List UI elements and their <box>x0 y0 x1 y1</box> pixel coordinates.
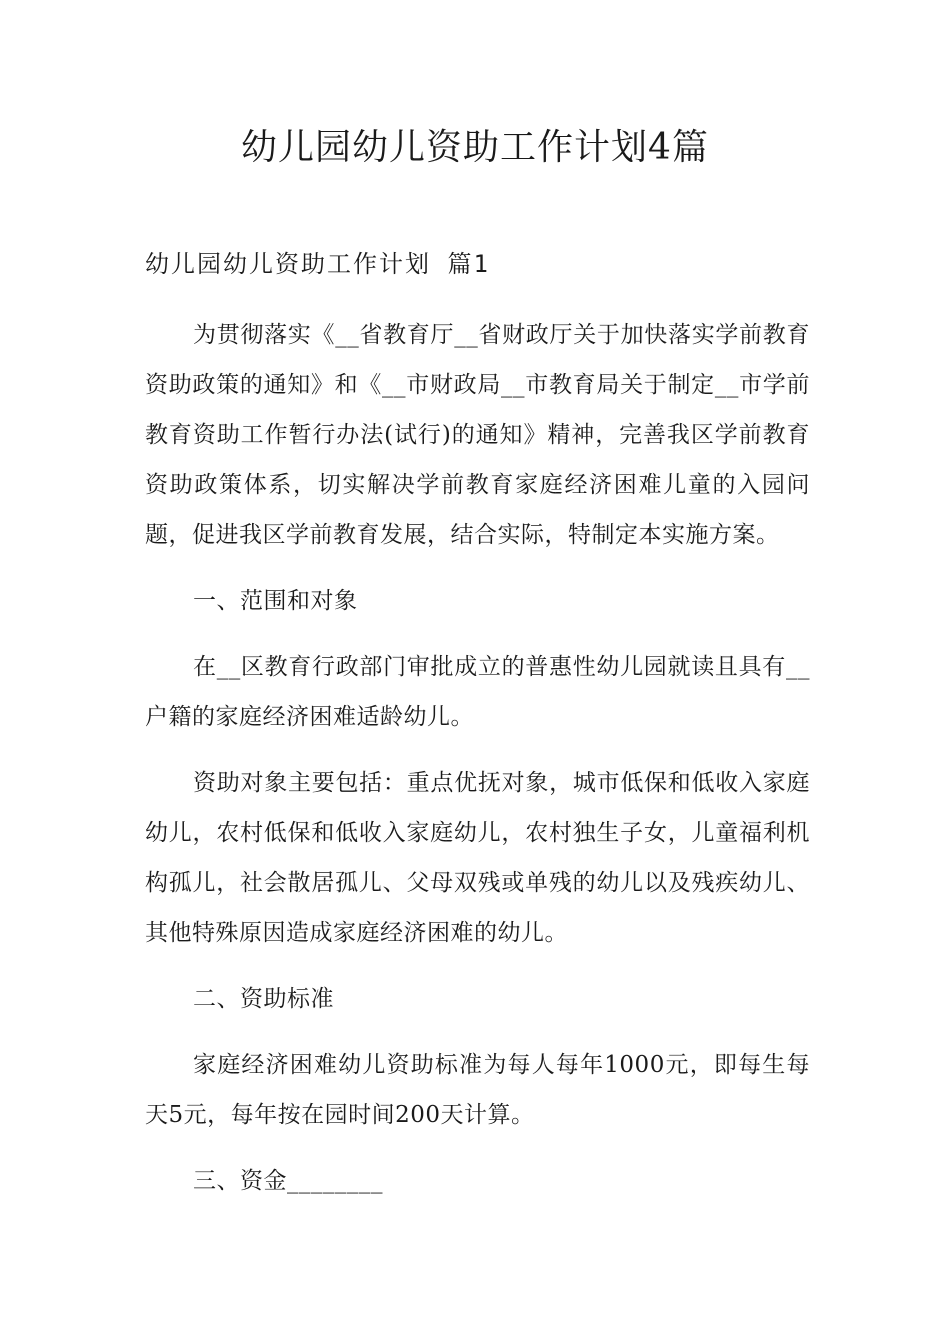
heading-standard: 二、资助标准 <box>193 986 334 1012</box>
paragraph-standard: 家庭经济困难幼儿资助标准为每人每年1000元，即每生每天5元，每年按在园时间200天计算。 <box>145 1052 810 1128</box>
paragraph-intro: 为贯彻落实《__省教育厅__省财政厅关于加快落实学前教育资助政策的通知》和《__市财政局__市教育局关于制定__市学前教育资助工作暂行办法(试行)的通知》精神，完善我区学前教育资助政策体系，切实解决学前教育家庭经济困难儿童的入园问题，促进我区学前教育发展，结合实际，特制定本实施方案。 <box>145 322 810 548</box>
heading-funding: 三、资金________ <box>193 1168 383 1194</box>
paragraph-scope: 在__区教育行政部门审批成立的普惠性幼儿园就读且具有__户籍的家庭经济困难适龄幼儿。 <box>145 654 810 730</box>
section-heading: 幼儿园幼儿资助工作计划 篇1 <box>145 250 490 278</box>
document-body <box>145 310 810 1222</box>
paragraph-recipients: 资助对象主要包括：重点优抚对象，城市低保和低收入家庭幼儿，农村低保和低收入家庭幼儿，农村独生子女，儿童福利机构孤儿，社会散居孤儿、父母双残或单残的幼儿以及残疾幼儿、其他特殊原因造成家庭经济困难的幼儿。 <box>145 770 810 946</box>
heading-scope: 一、范围和对象 <box>193 588 358 614</box>
document-title: 幼儿园幼儿资助工作计划4篇 <box>241 127 709 168</box>
